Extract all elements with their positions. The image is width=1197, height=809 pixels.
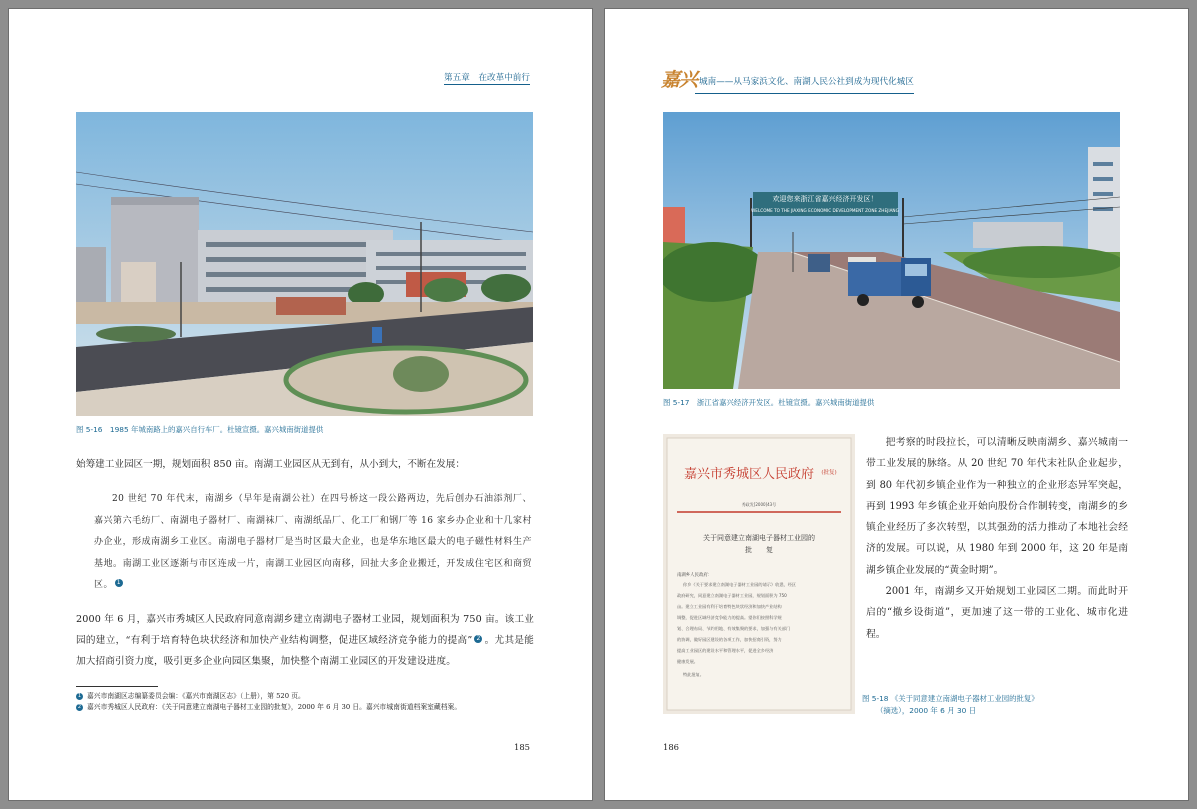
book-header-text: 城南——从马家浜文化、南湖人民公社到成为现代化城区 [699,77,914,87]
document-line: 政府研究，同意建立南湖电子器材工业园，规划面积为 750 [677,593,787,598]
banner-english: WELCOME TO THE JIAXING ECONOMIC DEVELOPMENT ZONE ZHEJIANG [751,208,899,213]
right-page [604,8,1189,801]
footnote-ref-2[interactable]: 2 [474,635,482,643]
photo-approval-document [663,434,855,714]
document-line: 健康发展。 [677,659,698,664]
page-number: 185 [514,742,530,752]
caption-line: 图 5-18 《关于同意建立南湖电子器材工业园的批复》 [862,694,1039,703]
photo-development-zone [663,112,1120,389]
figure-caption: 图 5-16 1985 年城南路上的嘉兴自行车厂。杜镜宣摄。嘉兴城南街道提供 [76,425,324,434]
body-paragraph: 始筹建工业园区一期，规划面积 850 亩。南湖工业园区从无到有，从小到大，不断在发展： [76,459,465,470]
footnote-number: 1 [77,693,82,699]
body-paragraph: 2001 年，南湖乡又开始规划工业园区二期。而此时开启的“撤乡设街道”，更加速了这一带的工业化、城市化进程。 [866,586,1128,640]
document-number: 秀政发[2000]43号 [741,502,777,507]
paragraph-text: 2000 年 6 月，嘉兴市秀城区人民政府同意南湖乡建立南湖电子器材工业园，规划面积为 750 亩。该工业园的建立，“有利于培育特色块状经济和加快产业结构调整，促进区域经济竞争能力的提高” [76,614,534,646]
footnote [76,691,461,702]
footnotes [76,691,461,713]
quote-text: 20 世纪 70 年代末，南湖乡（早年是南湖公社）在四号桥这一段公路两边，先后创办石油添剂厂、嘉兴第六毛纺厂、南湖电子器材厂、南湖袜厂、南湖纸品厂、化工厂和钢厂等 16 家乡办企业和十几家村办企业，形成南湖乡工业区。南湖电子器材厂是当时区最大企业，也是华东地区最大的电子磁性材料生产基地。南湖工业区逐渐与市区连成一片，南湖工业园区向南移，回扯大多企业搬迁，开发成住宅区和商贸区。 [94,494,532,590]
block-quote [94,489,532,597]
footnote-divider [76,686,158,687]
book-header [661,65,914,92]
book-logo: 嘉兴 [661,69,698,91]
figure-caption: 图 5-17 浙江省嘉兴经济开发区。杜镜宣摄。嘉兴城南街道提供 [663,398,875,407]
document-line: 特此批复。 [683,672,704,677]
body-paragraph [76,609,534,672]
chapter-header: 第五章 在改革中前行 [444,73,530,83]
document-title: 关于同意建立南湖电子器材工业园的 [703,534,815,542]
document-addressee: 南湖乡人民政府： [677,573,713,578]
footnote-ref-1[interactable]: 1 [116,579,122,586]
footnote [76,702,461,713]
left-page [8,8,593,801]
document-line: 划、合理布局、节约用地、有效集聚的要求，加强与有关部门 [677,626,791,631]
document-line: 调整，促进区域经济竞争能力的提高。望你们按照科学规 [677,615,782,620]
paragraph-text: 。尤其是能加大招商引资力度，吸引更多企业向园区集聚，加快整个南湖工业园区的开发建设进度。 [76,635,534,667]
photo-bicycle-factory [76,112,533,416]
document-line: 的协调，做好园区建设的各项工作，加快招商引资，努力 [677,637,782,642]
document-issuer-suffix: (批复) [821,470,837,476]
document-line: 你乡《关于要求建立南湖电子器材工业园的请示》收悉，经区 [683,582,797,587]
document-issuer: 嘉兴市秀城区人民政府 [683,467,815,482]
banner-chinese: 欢迎您来浙江省嘉兴经济开发区！ [772,195,878,203]
document-line: 提高工业园区的建设水平和管理水平，促进全乡经济 [677,648,774,653]
body-paragraph: 把考察的时段拉长，可以清晰反映南湖乡、嘉兴城南一带工业发展的脉络。从 20 世纪 70 年代末社队企业起步，到 80 年代初乡镇企业作为一种独立的企业形态异军突起，再到 1993 年乡镇企业开始向股份合作制转变，南湖乡的乡镇企业经历了多次转型，以其强劲的活力推动了本地社会经济的发展。可以说，从 1980 年到 2000 年，这 20 年是南湖乡镇企业发展的“黄金时期”。 [866,437,1128,576]
caption-line: （摘选），2000 年 6 月 30 日 [876,706,977,715]
document-title-line2: 批 复 [745,546,773,554]
body-text [866,432,1128,645]
footnote-text: 嘉兴市秀城区人民政府：《关于同意建立南湖电子器材工业园的批复》，2000 年 6 月 30 日。嘉兴市城南街道档案室藏档案。 [87,703,462,711]
figure-caption [862,693,1039,717]
document-line: 亩。建立工业园有利于培育特色块状经济和加快产业结构 [677,604,782,609]
footnote-text: 嘉兴市南湖区志编纂委员会编：《嘉兴市南湖区志》（上册），第 520 页。 [87,692,305,700]
footnote-number: 2 [77,704,82,710]
page-number: 186 [663,742,679,752]
